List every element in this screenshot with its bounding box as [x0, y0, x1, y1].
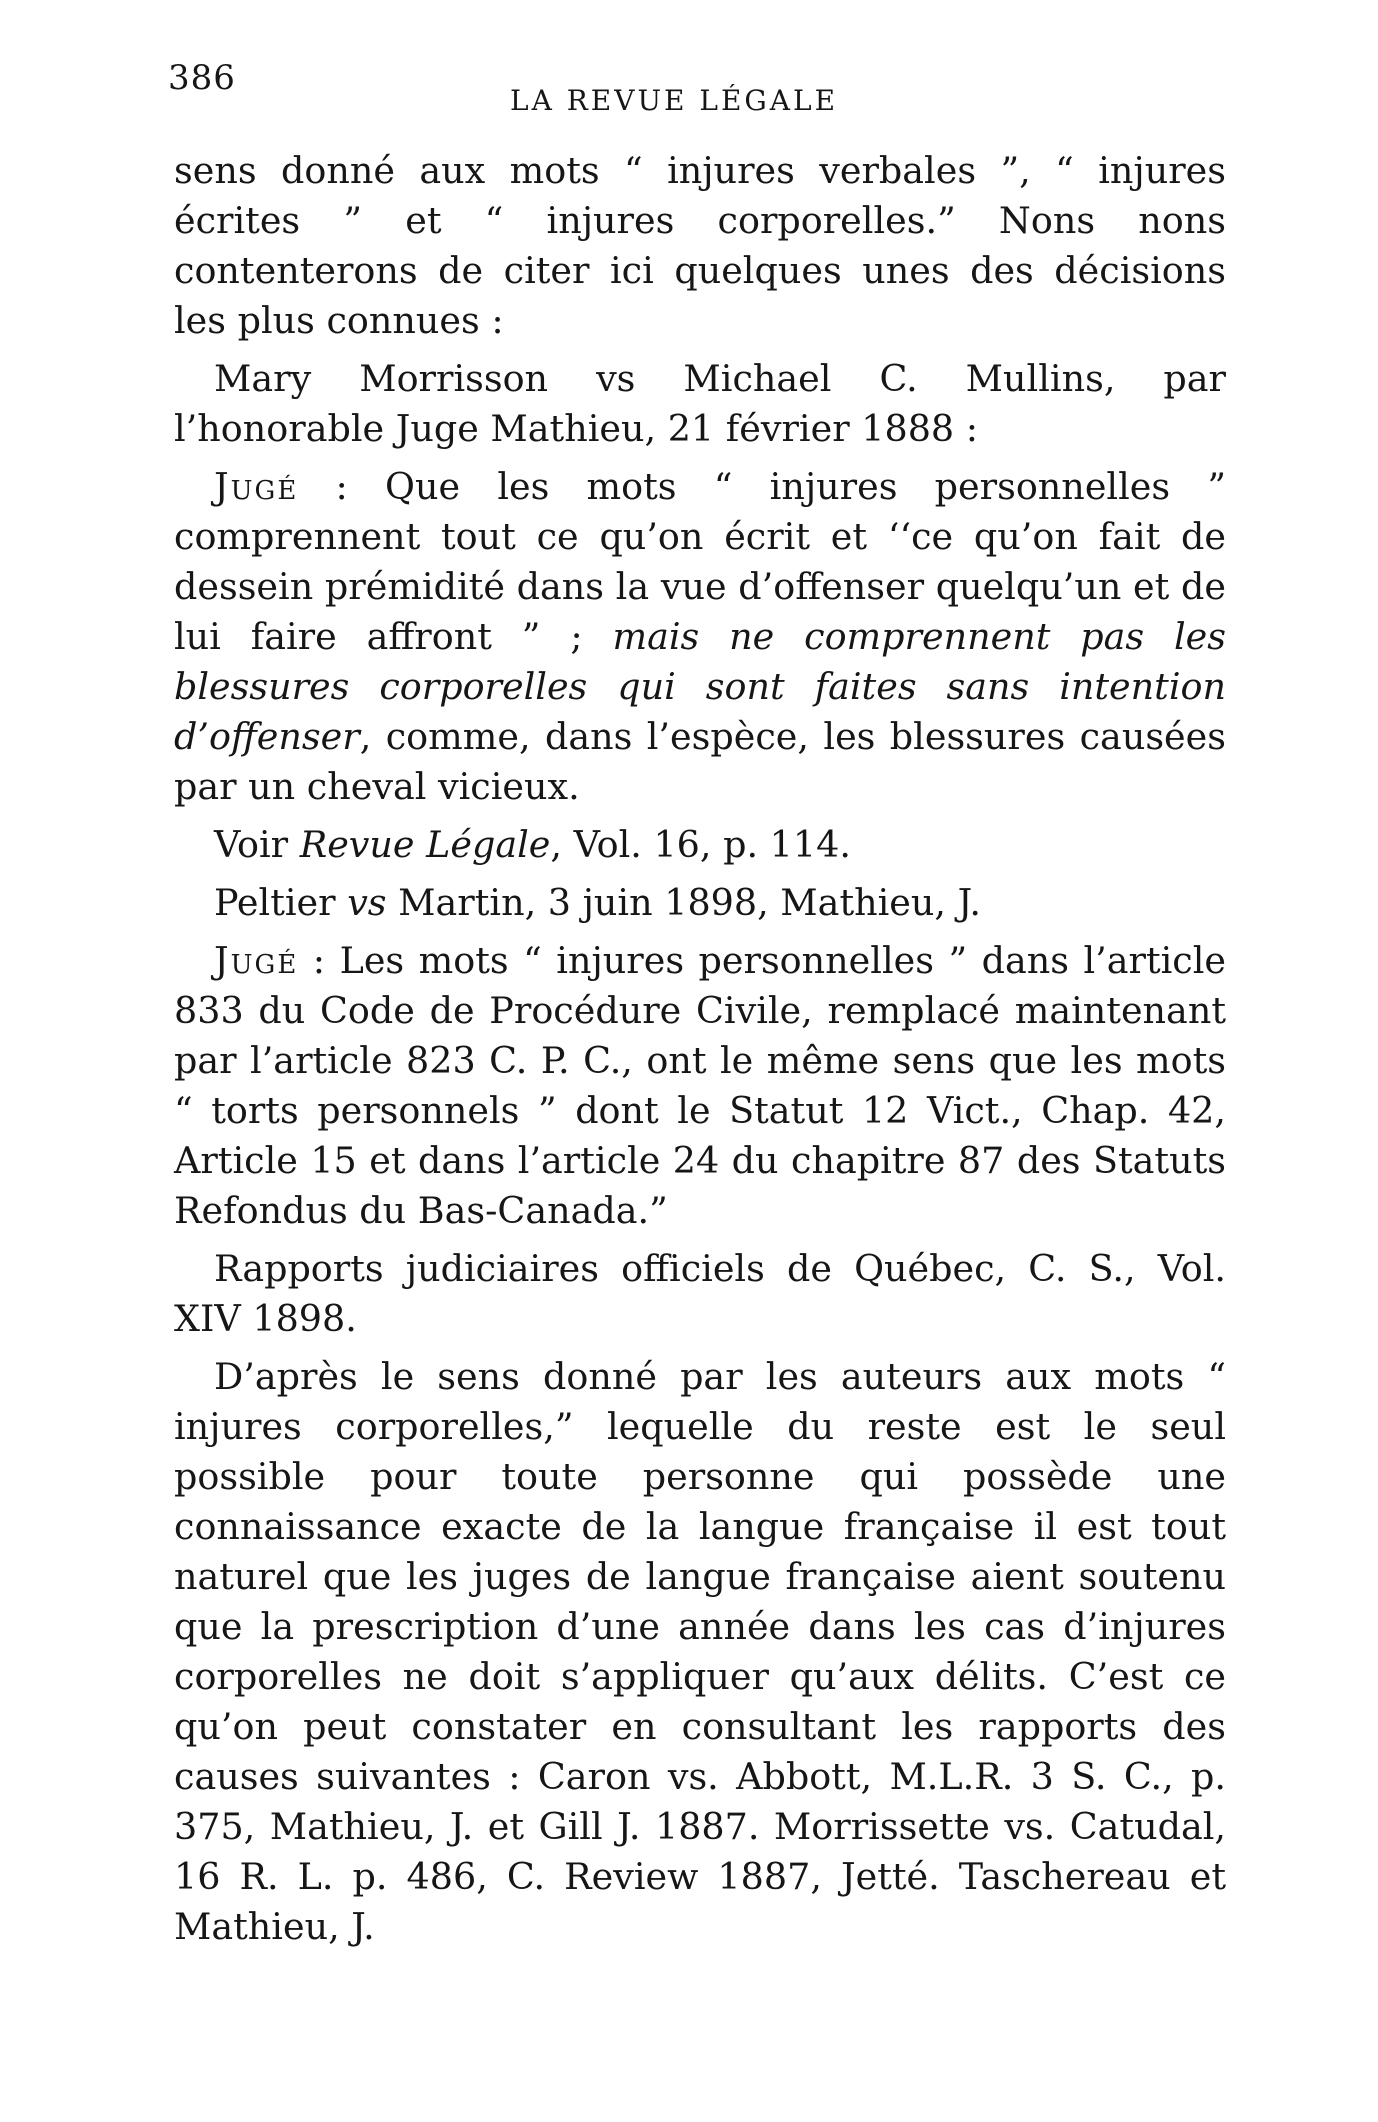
paragraph-text: Mary Morrisson vs Michael C. Mullins, par l’honorable Juge Mathieu, 21 février 1888 :: [174, 357, 1226, 450]
page-header: [168, 58, 1228, 118]
juge-label: Jugé: [214, 465, 299, 508]
commentary-paragraph: [174, 1352, 1226, 1952]
case-citation: [174, 878, 1226, 928]
paragraph-tail: , Vol. 16, p. 114.: [550, 823, 851, 866]
paragraph-tail: Martin, 3 juin 1898, Mathieu, J.: [386, 881, 982, 924]
paragraph-text: Voir: [214, 823, 300, 866]
paragraph-text: Rapports judiciaires officiels de Québec, C. S., Vol. XIV 1898.: [174, 1247, 1226, 1340]
paragraph-text: : Que les mots “ injures personnelles ” comprennent tout ce qu’on écrit et ‘‘ce qu’on fait de dessein prémidité dans la vue d’offenser quelqu’un et de lui faire affront ” ;: [174, 465, 1226, 658]
paragraph-tail: , comme, dans l’espèce, les blessures causées par un cheval vicieux.: [174, 715, 1226, 808]
paragraph-text: : Les mots “ injures personnelles ” dans l’article 833 du Code de Procédure Civile, remplacé maintenant par l’article 823 C. P. C., ont le même sens que les mots “ torts personnels ” dont le Statut 12 Vict., Chap. 42, Article 15 et dans l’article 24 du chapitre 87 des Statuts Refondus du Bas-Canada.”: [174, 939, 1226, 1232]
case-citation: [174, 354, 1226, 454]
versus-label: vs: [347, 881, 387, 924]
page-number: 386: [168, 58, 236, 98]
reference-line: [174, 1244, 1226, 1344]
paragraph-text: sens donné aux mots “ injures verbales ”, “ injures écrites ” et “ injures corporelles.” Nons nons contenterons de citer ici quelques unes des décisions les plus connues :: [174, 149, 1226, 342]
paragraph-text: D’après le sens donné par les auteurs aux mots “ injures corporelles,” lequelle du reste est le seul possible pour toute personne qui possède une connaissance exacte de la langue française il est tout naturel que les juges de langue française aient soutenu que la prescription d’une année dans les cas d’injures corporelles ne doit s’appliquer qu’aux délits. C’est ce qu’on peut constater en consultant les rapports des causes suivantes : Caron vs. Abbott, M.L.R. 3 S. C., p. 375, Mathieu, J. et Gill J. 1887. Morrissette vs. Catudal, 16 R. L. p. 486, C. Review 1887, Jetté. Taschereau et Mathieu, J.: [174, 1355, 1226, 1948]
paragraph-italic: mais ne comprennent pas les blessures corporelles qui sont faites sans intention d’offenser: [174, 615, 1227, 758]
running-title: LA REVUE LÉGALE: [510, 84, 839, 117]
journal-title: Revue Légale: [299, 823, 551, 866]
judgment-summary: [174, 462, 1226, 812]
judgment-summary: [174, 936, 1226, 1236]
juge-label: Jugé: [214, 939, 299, 982]
reference-line: [174, 820, 1226, 870]
body-text: [174, 146, 1226, 1960]
paragraph-text: Peltier: [214, 881, 348, 924]
paragraph-continuation: [174, 146, 1226, 346]
